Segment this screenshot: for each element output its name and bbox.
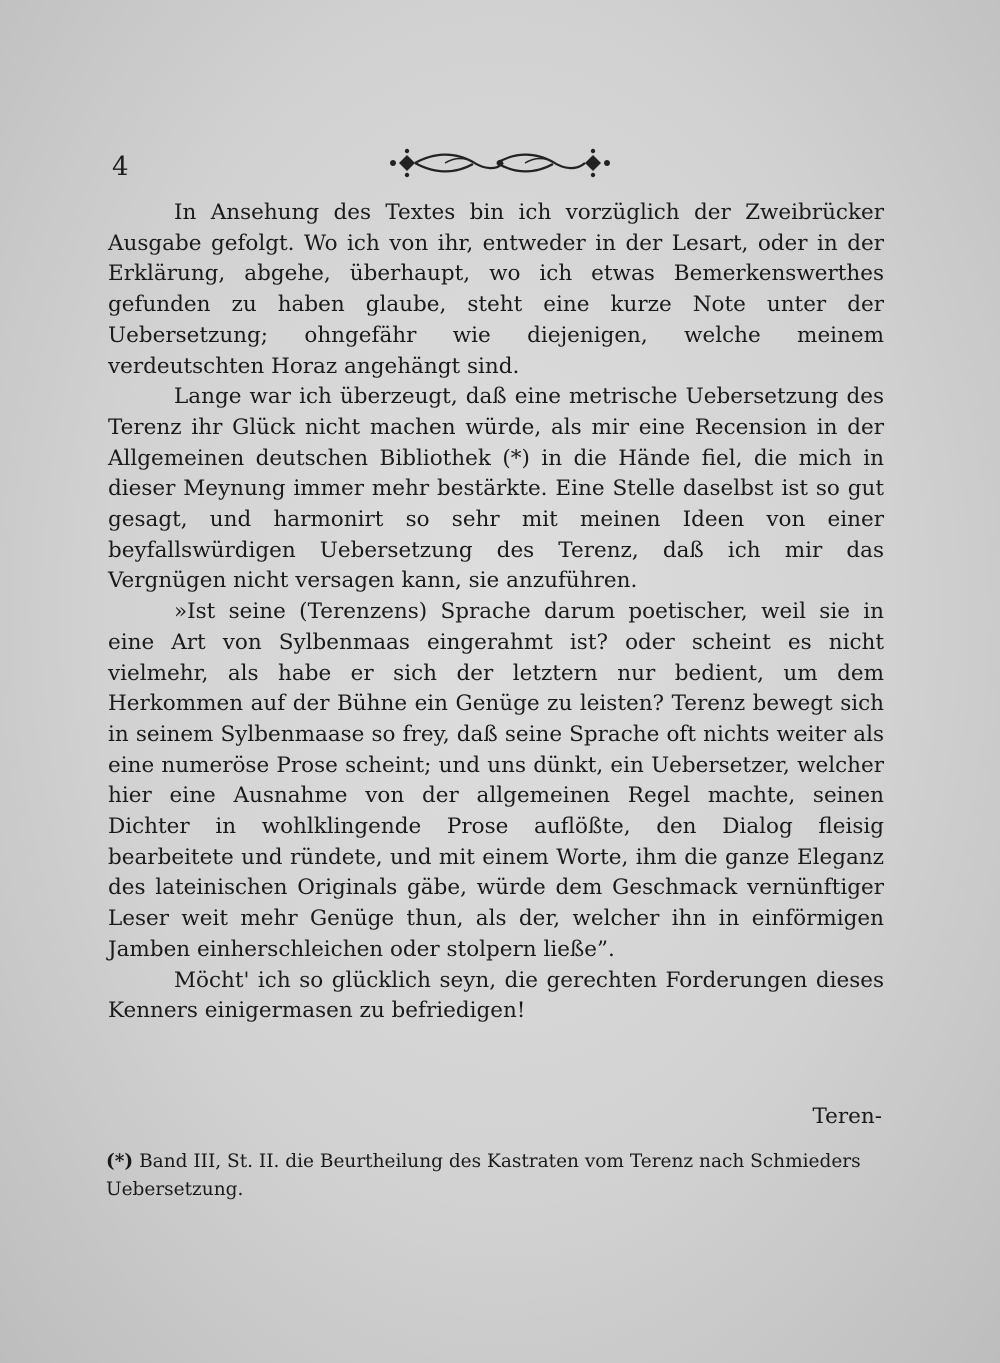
page-header bbox=[110, 148, 890, 188]
catchword: Teren- bbox=[812, 1104, 882, 1129]
quoted-paragraph: »Ist seine (Terenzens) Sprache darum poetischer, weil sie in eine Art von Sylbenmaas eingerahmt ist? oder scheint es nicht vielmehr, als habe er sich der letztern nur bedient, um dem Herkommen auf der Bühne ein Genüge zu leisten? Terenz bewegt sich in seinem Sylbenmaase so frey, daß seine Sprache oft nichts weiter als eine numeröse Prose scheint; und uns dünkt, ein Uebersetzer, welcher hier eine Ausnahme von der allgemeinen Regel machte, seinen Dichter in wohlklingende Prose auflößte, den Dialog fleisig bearbeitete und ründete, und mit einem Worte, ihm die ganze Eleganz des lateinischen Originals gäbe, würde dem Geschmack vernünftiger Leser weit mehr Genüge thun, als der, welcher ihn in einförmigen Jamben einherschleichen oder stolpern ließe”. bbox=[108, 599, 884, 962]
paragraph: Lange war ich überzeugt, daß eine metrische Uebersetzung des Terenz ihr Glück nicht machen würde, als mir eine Recension in der Allgemeinen deutschen Bibliothek (*) in die Hände fiel, die mich in dieser Meynung immer mehr bestärkte. Eine Stelle daselbst ist so gut gesagt, und harmonirt so sehr mit meinen Ideen von einer beyfallswürdigen Uebersetzung des Terenz, daß ich mir das Vergnügen nicht versagen kann, sie anzuführen. bbox=[108, 384, 884, 594]
footnote bbox=[106, 1148, 884, 1204]
main-text bbox=[108, 198, 884, 1027]
footnote-marker: (*) bbox=[106, 1151, 134, 1172]
page-number: 4 bbox=[112, 152, 129, 182]
footnote-text: Band III, St. II. die Beurtheilung des Kastraten vom Terenz nach Schmieders Uebersetzung. bbox=[106, 1151, 861, 1200]
floral-ornament-icon bbox=[385, 148, 615, 178]
paragraph: Möcht' ich so glücklich seyn, die gerechten Forderungen dieses Kenners einigermasen zu befriedigen! bbox=[108, 967, 884, 1024]
paragraph: In Ansehung des Textes bin ich vorzüglich der Zweibrücker Ausgabe gefolgt. Wo ich von ihr, entweder in der Lesart, oder in der Erklärung, abgehe, überhaupt, wo ich etwas Bemerkenswerthes gefunden zu haben glaube, steht eine kurze Note unter der Uebersetzung; ohngefähr wie diejenigen, welche meinem verdeutschten Horaz angehängt sind. bbox=[108, 200, 884, 379]
